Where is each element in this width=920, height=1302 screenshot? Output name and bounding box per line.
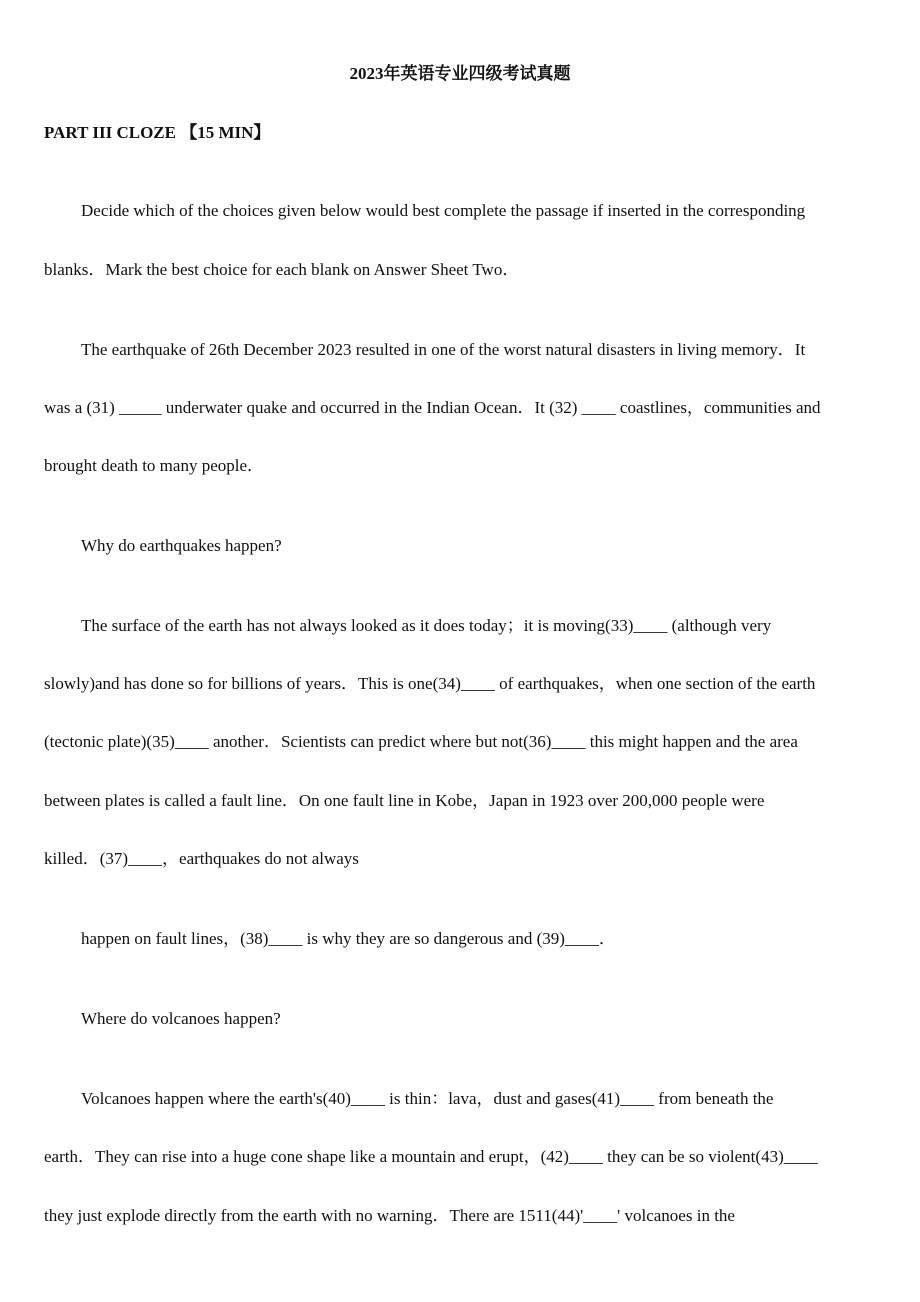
paragraph-4-line-1: Volcanoes happen where the earth's(40)____ is thin：lava，dust and gases(41)____ from beneath the (81, 1089, 774, 1108)
instruction-line-1: Decide which of the choices given below would best complete the passage if inserted in the corresponding (81, 201, 806, 220)
paragraph-2-line-5: killed．(37)____，earthquakes do not always (44, 849, 359, 868)
instruction-line-2: blanks．Mark the best choice for each blank on Answer Sheet Two． (44, 260, 520, 279)
paragraph-2-line-2: slowly)and has done so for billions of years．This is one(34)____ of earthquakes，when one section of the earth (44, 674, 816, 693)
paragraph-2-line-4: between plates is called a fault line．On one fault line in Kobe，Japan in 1923 over 200,000 people were (44, 791, 765, 810)
document-title: 2023年英语专业四级考试真题 (349, 64, 571, 83)
paragraph-4-line-3: they just explode directly from the earth with no warning．There are 1511(44)'____' volcanoes in the (44, 1206, 735, 1225)
paragraph-3-line-1: happen on fault lines，(38)____ is why they are so dangerous and (39)____． (81, 929, 616, 948)
section-heading: PART III CLOZE 【15 MIN】 (44, 123, 271, 142)
subheading-volcanoes: Where do volcanoes happen? (81, 1009, 281, 1028)
paragraph-2-line-3: (tectonic plate)(35)____ another．Scientists can predict where but not(36)____ this might happen and the area (44, 732, 798, 751)
paragraph-1-line-2: was a (31) _____ underwater quake and occurred in the Indian Ocean．It (32) ____ coastlines，communities and (44, 398, 821, 417)
paragraph-2-line-1: The surface of the earth has not always looked as it does today；it is moving(33)____ (although very (81, 616, 772, 635)
paragraph-4-line-2: earth．They can rise into a huge cone shape like a mountain and erupt，(42)____ they can be so violent(43)____ (44, 1147, 818, 1166)
paragraph-1-line-3: brought death to many people． (44, 456, 265, 475)
subheading-earthquakes: Why do earthquakes happen? (81, 536, 282, 555)
paragraph-1-line-1: The earthquake of 26th December 2023 resulted in one of the worst natural disasters in living memory．It (81, 340, 806, 359)
